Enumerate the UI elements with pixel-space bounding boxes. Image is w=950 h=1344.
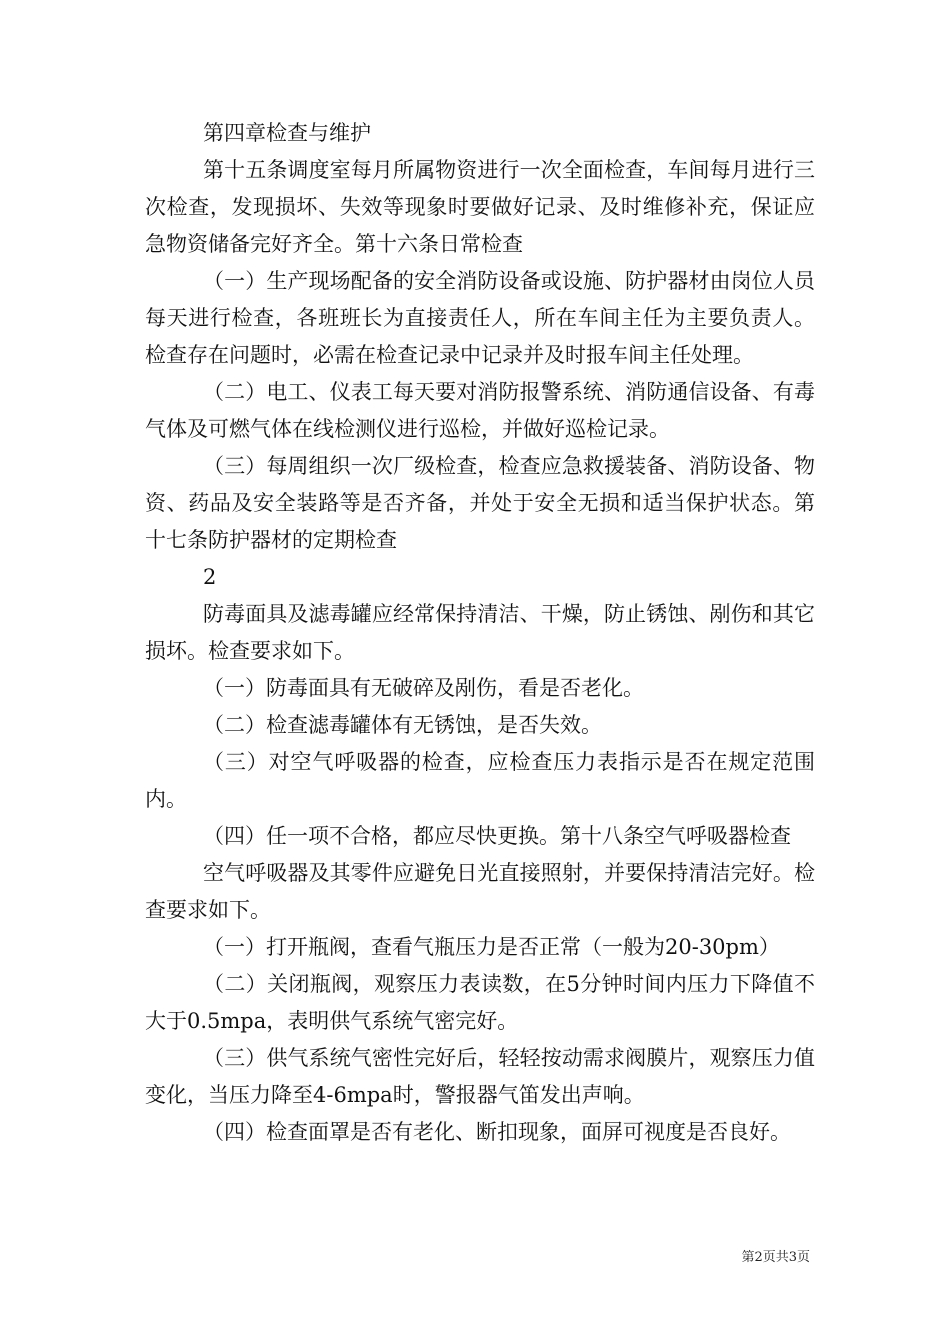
- paragraph: （三）对空气呼吸器的检查，应检查压力表指示是否在规定范围内。: [145, 750, 815, 811]
- paragraph: 空气呼吸器及其零件应避免日光直接照射，并要保持清洁完好。检查要求如下。: [145, 861, 815, 922]
- paragraph: （一）打开瓶阀，查看气瓶压力是否正常（一般为20-30pm）: [203, 935, 780, 959]
- paragraph: 第十五条调度室每月所属物资进行一次全面检查，车间每月进行三次检查，发现损坏、失效等现象时要做好记录、及时维修补充，保证应急物资储备完好齐全。第十六条日常检查: [145, 158, 815, 256]
- chapter-heading: 第四章检查与维护: [203, 121, 371, 145]
- document-body: [145, 115, 815, 1151]
- paragraph: （二）关闭瓶阀，观察压力表读数，在5分钟时间内压力下降值不大于0.5mpa，表明供气系统气密完好。: [145, 972, 815, 1033]
- paragraph: （三）每周组织一次厂级检查，检查应急救援装备、消防设备、物资、药品及安全装路等是否齐备，并处于安全无损和适当保护状态。第十七条防护器材的定期检查: [145, 454, 815, 552]
- paragraph: （二）电工、仪表工每天要对消防报警系统、消防通信设备、有毒气体及可燃气体在线检测仪进行巡检，并做好巡检记录。: [145, 380, 815, 441]
- paragraph: （一）生产现场配备的安全消防设备或设施、防护器材由岗位人员每天进行检查，各班班长为直接责任人，所在车间主任为主要负责人。检查存在问题时，必需在检查记录中记录并及时报车间主任处理。: [145, 269, 815, 367]
- paragraph: （二）检查滤毒罐体有无锈蚀，是否失效。: [203, 713, 602, 737]
- page-number-inline: 2: [203, 565, 217, 589]
- paragraph: （四）任一项不合格，都应尽快更换。第十八条空气呼吸器检查: [203, 824, 791, 848]
- paragraph: （一）防毒面具有无破碎及剐伤，看是否老化。: [203, 676, 644, 700]
- paragraph: 防毒面具及滤毒罐应经常保持清洁、干燥，防止锈蚀、剐伤和其它损坏。检查要求如下。: [145, 602, 815, 663]
- page-footer: 第2页共3页: [741, 1250, 810, 1265]
- paragraph: （四）检查面罩是否有老化、断扣现象，面屏可视度是否良好。: [203, 1120, 791, 1144]
- paragraph: （三）供气系统气密性完好后，轻轻按动需求阀膜片，观察压力值变化，当压力降至4-6mpa时，警报器气笛发出声响。: [145, 1046, 815, 1107]
